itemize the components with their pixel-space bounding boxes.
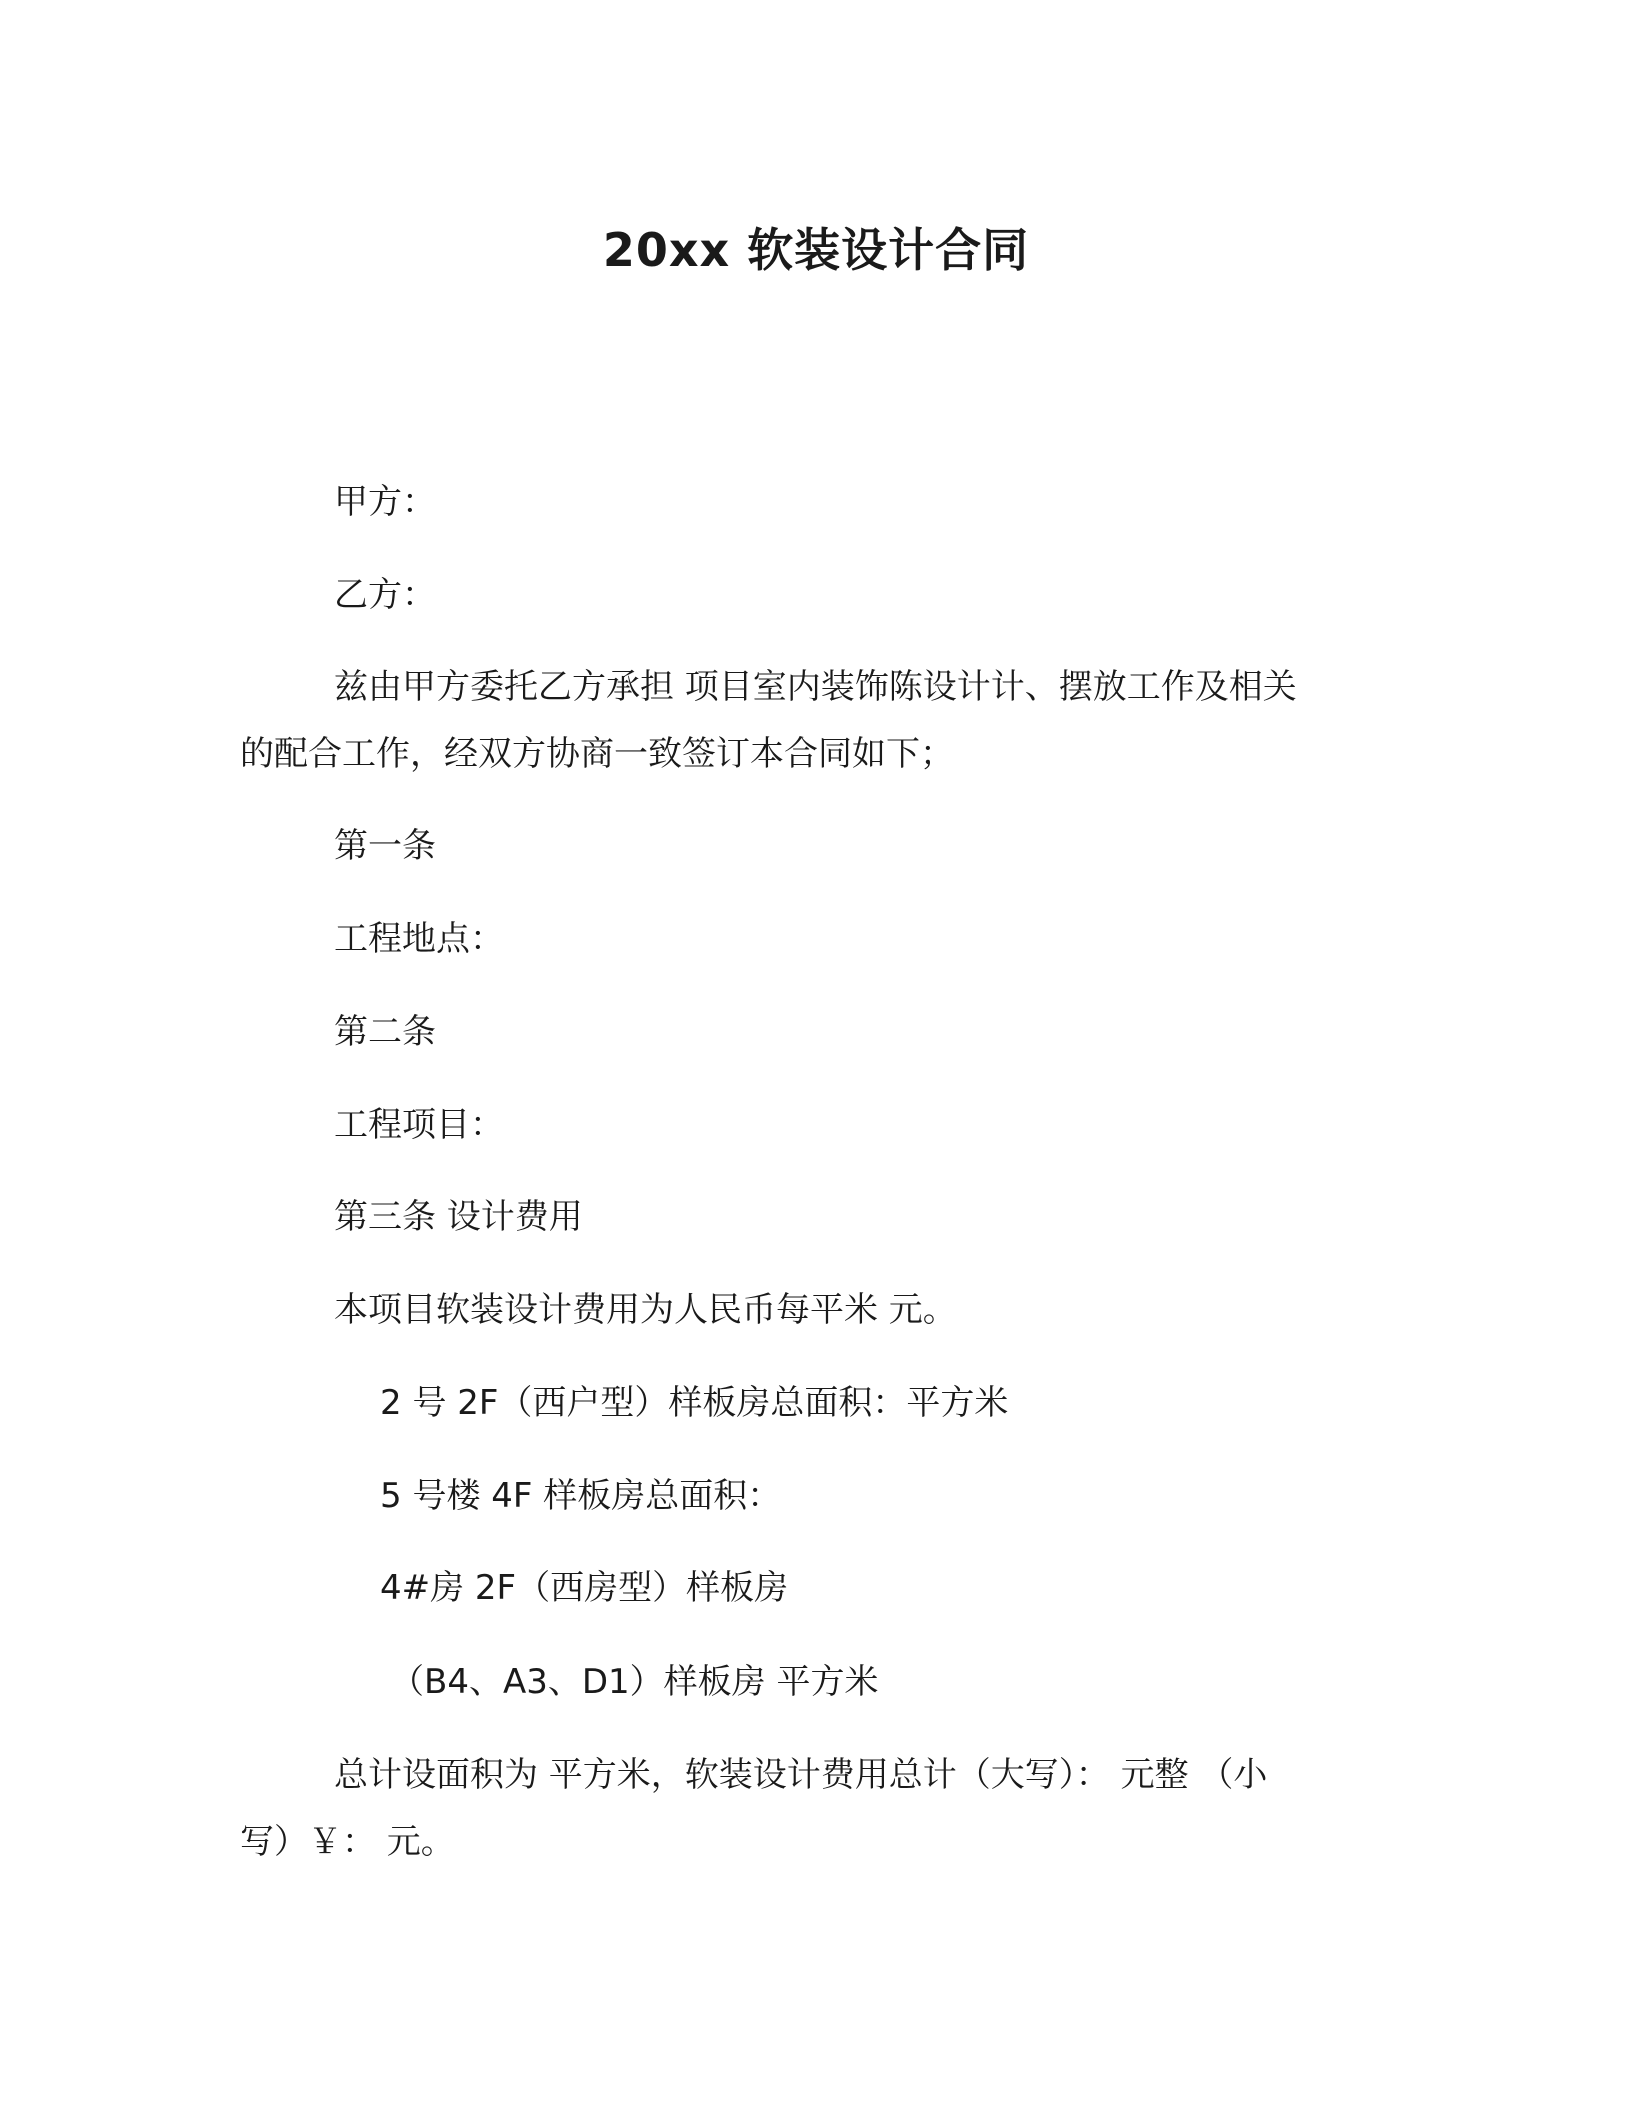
party-a-label: 甲方： <box>334 482 436 522</box>
area-item-1: 2 号 2F（西户型）样板房总面积：平方米 <box>380 1383 1009 1423</box>
intro-paragraph-line-1: 兹由甲方委托乙方承担 项目室内装饰陈设计计、摆放工作及相关 <box>334 667 1297 707</box>
total-paragraph-line-1: 总计设面积为 平方米，软装设计费用总计（大写）： 元整 （小 <box>334 1755 1268 1795</box>
fee-rate-text: 本项目软装设计费用为人民币每平米 元。 <box>334 1290 957 1330</box>
project-label: 工程项目： <box>334 1105 504 1145</box>
party-b-label: 乙方： <box>334 575 436 615</box>
intro-paragraph-line-2: 的配合工作，经双方协商一致签订本合同如下； <box>240 734 954 774</box>
article-3-heading: 第三条 设计费用 <box>334 1197 583 1237</box>
area-item-4: （B4、A3、D1）样板房 平方米 <box>390 1662 879 1702</box>
document-title: 20xx 软装设计合同 <box>602 223 1030 277</box>
article-2-heading: 第二条 <box>334 1012 436 1052</box>
article-1-heading: 第一条 <box>334 826 436 866</box>
area-item-3: 4#房 2F（西房型）样板房 <box>380 1568 789 1608</box>
location-label: 工程地点： <box>334 919 504 959</box>
area-item-2: 5 号楼 4F 样板房总面积： <box>380 1476 782 1516</box>
total-paragraph-line-2: 写）￥： 元。 <box>240 1822 455 1862</box>
